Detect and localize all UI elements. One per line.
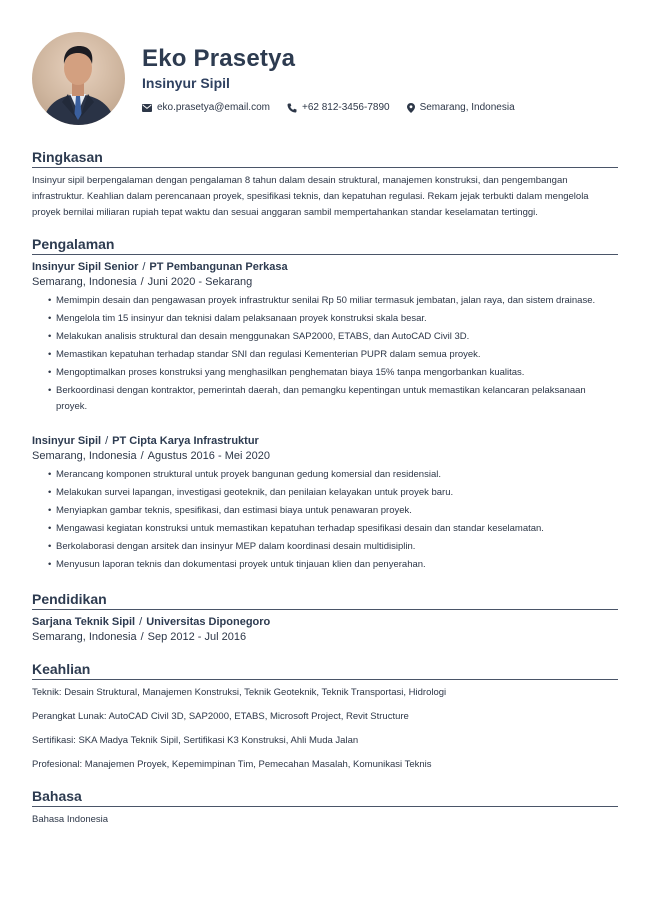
languages-heading: Bahasa: [32, 787, 618, 807]
skill-line: Perangkat Lunak: AutoCAD Civil 3D, SAP2000, ETABS, Microsoft Project, Revit Structure: [32, 711, 409, 722]
education-period: Sep 2012 - Jul 2016: [147, 631, 247, 643]
contact-email[interactable]: [142, 102, 270, 113]
list-item: • Menyiapkan gambar teknis, spesifikasi, dan estimasi biaya untuk penawaran proyek.: [48, 503, 618, 519]
job-bullets: [32, 467, 618, 573]
job-meta: [32, 449, 618, 464]
mail-icon: [142, 104, 152, 112]
skill-line: Teknik: Desain Struktural, Manajemen Konstruksi, Teknik Geoteknik, Teknik Transportasi, Hidrologi: [32, 687, 447, 698]
contact-info: [142, 102, 532, 113]
job-role: Insinyur Sipil Senior: [32, 261, 139, 273]
experience-section: [32, 235, 618, 573]
job-location: Semarang, Indonesia: [32, 450, 137, 462]
job-company: PT Cipta Karya Infrastruktur: [112, 435, 259, 447]
list-item: • Berkoordinasi dengan kontraktor, pemerintah daerah, dan pemangku kepentingan untuk memastikan kelancaran pelaksanaan proyek.: [48, 383, 618, 415]
contact-location: [407, 102, 515, 113]
list-item: • Mengelola tim 15 insinyur dan teknisi dalam pelaksanaan proyek konstruksi skala besar.: [48, 311, 618, 327]
education-meta: [32, 630, 618, 645]
list-item: • Memimpin desain dan pengawasan proyek infrastruktur senilai Rp 50 miliar termasuk jembatan, jalan raya, dan sistem drainase.: [48, 293, 618, 309]
list-item: • Berkolaborasi dengan arsitek dan insinyur MEP dalam koordinasi desain multidisiplin.: [48, 539, 618, 555]
skills-section: [32, 660, 618, 773]
job-period: Juni 2020 - Sekarang: [147, 276, 253, 288]
email-text: eko.prasetya@email.com: [157, 102, 270, 113]
job-heading: [32, 434, 618, 449]
separator: /: [142, 261, 146, 273]
separator: /: [105, 435, 109, 447]
job-meta: [32, 275, 618, 290]
list-item: • Mengoptimalkan proses konstruksi yang menghasilkan penghematan biaya 15% tanpa mengorbankan kualitas.: [48, 365, 618, 381]
job-role: Insinyur Sipil: [32, 435, 102, 447]
skill-line: Profesional: Manajemen Proyek, Kepemimpinan Tim, Pemecahan Masalah, Komunikasi Teknis: [32, 759, 432, 770]
job-title: Insinyur Sipil: [142, 75, 230, 91]
list-item: • Merancang komponen struktural untuk proyek bangunan gedung komersial dan residensial.: [48, 467, 618, 483]
contact-phone[interactable]: [287, 102, 390, 113]
separator: /: [139, 616, 143, 628]
separator: /: [140, 450, 144, 462]
experience-heading: Pengalaman: [32, 235, 618, 255]
job-company: PT Pembangunan Perkasa: [149, 261, 288, 273]
phone-icon: [287, 103, 297, 113]
list-item: • Mengawasi kegiatan konstruksi untuk memastikan kepatuhan terhadap spesifikasi desain dan standar keselamatan.: [48, 521, 618, 537]
job-heading: [32, 260, 618, 275]
profile-photo: [32, 32, 125, 125]
school: Universitas Diponegoro: [146, 616, 271, 628]
resume-header: [32, 32, 618, 126]
separator: /: [140, 276, 144, 288]
location-text: Semarang, Indonesia: [419, 102, 515, 113]
education-section: [32, 590, 618, 645]
list-item: • Memastikan kepatuhan terhadap standar SNI dan regulasi Kementerian PUPR dalam semua proyek.: [48, 347, 618, 363]
resume-page: [32, 32, 618, 836]
job-bullets: [32, 293, 618, 415]
education-location: Semarang, Indonesia: [32, 631, 137, 643]
person-name: Eko Prasetya: [142, 45, 296, 72]
job-entry: [32, 260, 618, 415]
phone-text: +62 812-3456-7890: [301, 102, 390, 113]
job-entry: [32, 434, 618, 573]
skill-line: Sertifikasi: SKA Madya Teknik Sipil, Sertifikasi K3 Konstruksi, Ahli Muda Jalan: [32, 735, 359, 746]
languages-section: [32, 787, 618, 828]
location-pin-icon: [407, 103, 415, 113]
summary-heading: Ringkasan: [32, 148, 618, 168]
education-heading-line: [32, 615, 618, 630]
language-item: Bahasa Indonesia: [32, 814, 109, 825]
separator: /: [140, 631, 144, 643]
list-item: • Melakukan survei lapangan, investigasi geoteknik, dan penilaian kelayakan untuk proyek baru.: [48, 485, 618, 501]
skills-heading: Keahlian: [32, 660, 618, 680]
person-portrait-icon: [32, 32, 125, 125]
list-item: • Menyusun laporan teknis dan dokumentasi proyek untuk tinjauan klien dan penyerahan.: [48, 557, 618, 573]
education-heading: Pendidikan: [32, 590, 618, 610]
job-period: Agustus 2016 - Mei 2020: [147, 450, 270, 462]
degree: Sarjana Teknik Sipil: [32, 616, 136, 628]
summary-text: Insinyur sipil berpengalaman dengan pengalaman 8 tahun dalam desain struktural, manajemen konstruksi, dan pengembangan infrastruktur. Keahlian dalam perencanaan proyek, spesifikasi teknis, dan kepatuhan regulasi. Rekam jejak terbukti dalam mengelola proyek bernilai miliaran rupiah tepat waktu dan sesuai anggaran sambil mempertahankan standar keselamatan tertinggi.: [32, 175, 589, 218]
summary-section: [32, 148, 618, 221]
job-location: Semarang, Indonesia: [32, 276, 137, 288]
list-item: • Melakukan analisis struktural dan desain menggunakan SAP2000, ETABS, dan AutoCAD Civil 3D.: [48, 329, 618, 345]
